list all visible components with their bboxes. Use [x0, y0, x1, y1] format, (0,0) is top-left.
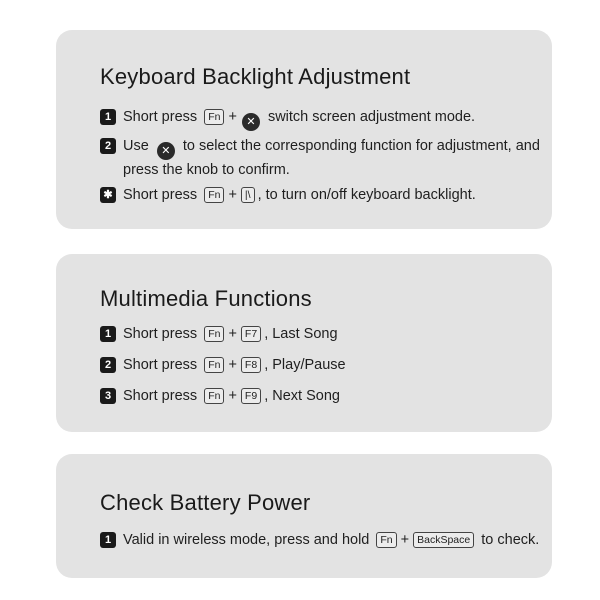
step-text: , Next Song	[264, 388, 340, 404]
step-text: Short press	[123, 357, 198, 373]
instruction-step	[100, 185, 542, 205]
fn-key-icon: Fn	[204, 109, 224, 125]
fn-key-icon: Fn	[204, 388, 224, 404]
knob-icon: ✕	[242, 113, 260, 131]
instruction-step	[100, 530, 542, 550]
section-title: Multimedia Functions	[100, 286, 312, 311]
step-text: Valid in wireless mode, press and hold	[123, 532, 370, 548]
step-number-badge: 2	[100, 357, 116, 373]
section-title: Check Battery Power	[100, 490, 311, 515]
knob-icon: ✕	[157, 142, 175, 160]
instruction-step	[100, 324, 542, 344]
step-number-badge: 2	[100, 138, 116, 154]
step-text: to check.	[481, 532, 540, 548]
step-text: Short press	[123, 109, 198, 125]
step-text: Short press	[123, 187, 198, 203]
section-title: Keyboard Backlight Adjustment	[100, 64, 411, 89]
backspace-key-icon: BackSpace	[413, 532, 474, 548]
backslash-key-icon: |\	[241, 187, 255, 203]
plus-sign: +	[228, 357, 237, 373]
instruction-step	[100, 386, 542, 406]
step-text: Use	[123, 138, 149, 154]
step-text: Short press	[123, 388, 198, 404]
plus-sign: +	[228, 326, 237, 342]
keyboard-backlight-card	[56, 30, 552, 229]
fn-key-icon: Fn	[204, 326, 224, 342]
step-text: , Last Song	[264, 326, 338, 342]
plus-sign: +	[228, 187, 237, 203]
step-number-badge: 1	[100, 532, 116, 548]
f7-key-icon: F7	[241, 326, 261, 342]
step-number-badge: 1	[100, 326, 116, 342]
step-text: to select the corresponding function for adjustment, and press the knob to confirm.	[123, 138, 540, 178]
star-badge-icon: ✱	[100, 187, 116, 203]
step-number-badge: 1	[100, 109, 116, 125]
instruction-step	[100, 355, 542, 375]
f9-key-icon: F9	[241, 388, 261, 404]
plus-sign: +	[400, 532, 410, 548]
instruction-step	[100, 107, 542, 131]
step-text: , to turn on/off keyboard backlight.	[257, 187, 476, 203]
plus-sign: +	[228, 388, 237, 404]
step-number-badge: 3	[100, 388, 116, 404]
step-text: Short press	[123, 326, 198, 342]
step-text: , Play/Pause	[264, 357, 346, 373]
f8-key-icon: F8	[241, 357, 261, 373]
instruction-step	[100, 136, 542, 180]
battery-power-card	[56, 454, 552, 578]
fn-key-icon: Fn	[204, 357, 224, 373]
fn-key-icon: Fn	[204, 187, 224, 203]
plus-sign: +	[228, 109, 237, 125]
step-text: switch screen adjustment mode.	[267, 109, 476, 125]
multimedia-functions-card	[56, 254, 552, 432]
fn-key-icon: Fn	[376, 532, 396, 548]
